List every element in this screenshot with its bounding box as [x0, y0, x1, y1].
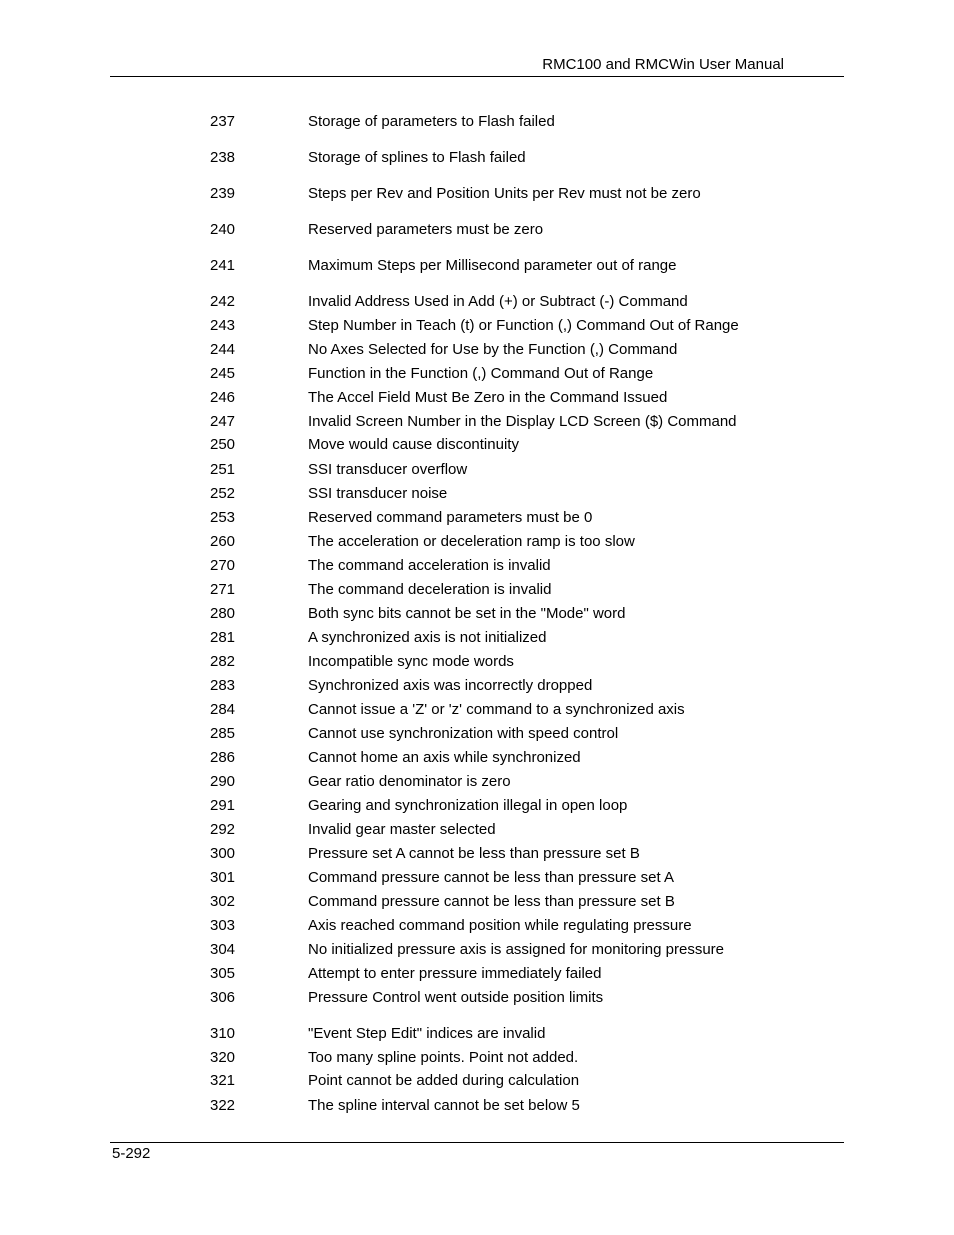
- error-message: Cannot home an axis while synchronized: [308, 749, 581, 766]
- error-message: SSI transducer noise: [308, 485, 448, 502]
- error-message: Function in the Function (,) Command Out of Range: [308, 365, 654, 382]
- error-message: Maximum Steps per Millisecond parameter out of range: [308, 257, 677, 274]
- error-code: 237: [210, 113, 236, 130]
- page-number: 5-292: [112, 1145, 151, 1162]
- error-code: 285: [210, 725, 236, 742]
- error-code: 321: [210, 1072, 236, 1089]
- error-code: 280: [210, 605, 236, 622]
- error-code: 242: [210, 293, 236, 310]
- error-message: The acceleration or deceleration ramp is too slow: [308, 533, 635, 550]
- error-message: Synchronized axis was incorrectly dropped: [308, 677, 593, 694]
- error-message: Pressure set A cannot be less than pressure set B: [308, 845, 640, 862]
- error-code: 292: [210, 821, 236, 838]
- error-code: 246: [210, 389, 236, 406]
- error-message: Step Number in Teach (t) or Function (,) Command Out of Range: [308, 317, 739, 334]
- error-code: 245: [210, 365, 236, 382]
- error-code: 286: [210, 749, 236, 766]
- error-message: The command deceleration is invalid: [308, 581, 552, 598]
- error-message: The spline interval cannot be set below 5: [308, 1097, 580, 1114]
- error-code: 250: [210, 436, 236, 453]
- error-code: 322: [210, 1097, 236, 1114]
- error-message: Axis reached command position while regulating pressure: [308, 917, 692, 934]
- error-code: 306: [210, 989, 236, 1006]
- footer-rule: [110, 1142, 844, 1143]
- error-message: SSI transducer overflow: [308, 461, 468, 478]
- error-code: 320: [210, 1049, 236, 1066]
- error-message: Gear ratio denominator is zero: [308, 773, 511, 790]
- error-code: 310: [210, 1025, 236, 1042]
- error-code: 270: [210, 557, 236, 574]
- error-code: 240: [210, 221, 236, 238]
- error-code: 281: [210, 629, 236, 646]
- error-message: Reserved command parameters must be 0: [308, 509, 593, 526]
- error-message: Invalid Address Used in Add (+) or Subtract (-) Command: [308, 293, 688, 310]
- error-message: "Event Step Edit" indices are invalid: [308, 1025, 546, 1042]
- error-code: 271: [210, 581, 236, 598]
- error-code: 304: [210, 941, 236, 958]
- error-code: 241: [210, 257, 236, 274]
- error-message: Move would cause discontinuity: [308, 436, 519, 453]
- error-code: 244: [210, 341, 236, 358]
- error-code: 303: [210, 917, 236, 934]
- error-message: Invalid gear master selected: [308, 821, 496, 838]
- error-code: 302: [210, 893, 236, 910]
- error-message: Pressure Control went outside position limits: [308, 989, 604, 1006]
- error-message: Attempt to enter pressure immediately failed: [308, 965, 602, 982]
- error-message: No Axes Selected for Use by the Function (,) Command: [308, 341, 678, 358]
- error-code: 282: [210, 653, 236, 670]
- error-code: 305: [210, 965, 236, 982]
- error-message: Too many spline points. Point not added.: [308, 1049, 579, 1066]
- error-code: 301: [210, 869, 236, 886]
- error-code: 300: [210, 845, 236, 862]
- error-message: Command pressure cannot be less than pressure set A: [308, 869, 675, 886]
- header-title: RMC100 and RMCWin User Manual: [542, 56, 784, 73]
- error-message: Both sync bits cannot be set in the "Mode" word: [308, 605, 626, 622]
- error-message: Point cannot be added during calculation: [308, 1072, 580, 1089]
- error-message: The Accel Field Must Be Zero in the Command Issued: [308, 389, 668, 406]
- error-message: Cannot issue a 'Z' or 'z' command to a synchronized axis: [308, 701, 685, 718]
- error-message: Incompatible sync mode words: [308, 653, 514, 670]
- error-code: 291: [210, 797, 236, 814]
- error-code: 252: [210, 485, 236, 502]
- error-message: Storage of parameters to Flash failed: [308, 113, 555, 130]
- error-message: Steps per Rev and Position Units per Rev must not be zero: [308, 185, 701, 202]
- error-code: 243: [210, 317, 236, 334]
- error-code: 239: [210, 185, 236, 202]
- error-message: Invalid Screen Number in the Display LCD Screen ($) Command: [308, 413, 737, 430]
- error-code: 247: [210, 413, 236, 430]
- error-message: Gearing and synchronization illegal in open loop: [308, 797, 628, 814]
- error-code: 251: [210, 461, 236, 478]
- error-message: No initialized pressure axis is assigned for monitoring pressure: [308, 941, 725, 958]
- error-code: 290: [210, 773, 236, 790]
- error-message: The command acceleration is invalid: [308, 557, 551, 574]
- error-code: 284: [210, 701, 236, 718]
- error-message: Command pressure cannot be less than pressure set B: [308, 893, 675, 910]
- error-code: 283: [210, 677, 236, 694]
- error-code: 253: [210, 509, 236, 526]
- header-rule: [110, 76, 844, 77]
- error-code: 238: [210, 149, 236, 166]
- error-message: Storage of splines to Flash failed: [308, 149, 526, 166]
- error-code: 260: [210, 533, 236, 550]
- error-message: Reserved parameters must be zero: [308, 221, 544, 238]
- error-message: Cannot use synchronization with speed control: [308, 725, 619, 742]
- error-message: A synchronized axis is not initialized: [308, 629, 547, 646]
